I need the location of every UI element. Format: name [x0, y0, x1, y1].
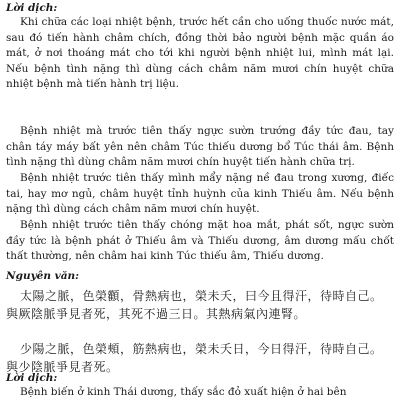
paragraph: Khi chữa các loại nhiệt bệnh, trước hết cần cho uống thuốc nước mát, sau đó tiến hành châm chích, đồng thời bảo người bệnh mặc quần áo mát, ở nơi thoáng mát cho tới khi người bệnh nhiệt lui, mình mát lại. Nếu bệnh tình nặng thì dùng cách châm năm mươi chín huyệt chữa nhiệt bệnh mà tiến hành trị liệu.	[6, 16, 394, 90]
section-heading-translation: Lời dịch:	[6, 372, 58, 384]
paragraph: Bệnh nhiệt trước tiên thấy mình mẩy nặng nề đau trong xương, điếc tai, hay mơ ngủ, châm huyệt tỉnh huỳnh của kinh Thiếu âm. Nếu bệnh nặng thì dùng cách châm năm mươi chín huyệt.	[6, 172, 394, 215]
paragraph: Bệnh biến ở kinh Thái dương, thấy sắc đỏ xuất hiện ở hai bên	[20, 386, 347, 398]
section-heading-translation: Lời dịch:	[6, 2, 58, 14]
paragraph: Bệnh nhiệt mà trước tiên thấy ngực sườn trướng đầy tức đau, tay chân táy máy bất yên nên châm Túc thiếu dương bổ Túc thái âm. Bệnh tình nặng thì dùng châm năm mươi chín huyệt tiến hành chữa trị.	[6, 125, 394, 168]
paragraph: Bệnh nhiệt trước tiên thấy chóng mặt hoa mắt, phát sốt, ngực sườn đầy tức là bệnh phát ở Thiếu âm và Thiếu dương, âm dương mấu chốt thất thường, nên châm hai kinh Túc thiếu âm, Thiếu dương.	[6, 219, 394, 262]
chinese-paragraph: 太陽之脈，色榮顴，骨熱病也，榮未夭，曰今且得汗，待時自己。與厥陰脈爭見者死，其死不過三日。其熱病氣內連腎。	[6, 289, 383, 321]
chinese-paragraph: 少陽之脈，色榮頰，筋熱病也，榮未夭日，今日得汗，待時自己。與少陰脈爭見者死。	[6, 342, 383, 374]
section-heading-original-text: Nguyên văn:	[6, 270, 80, 282]
